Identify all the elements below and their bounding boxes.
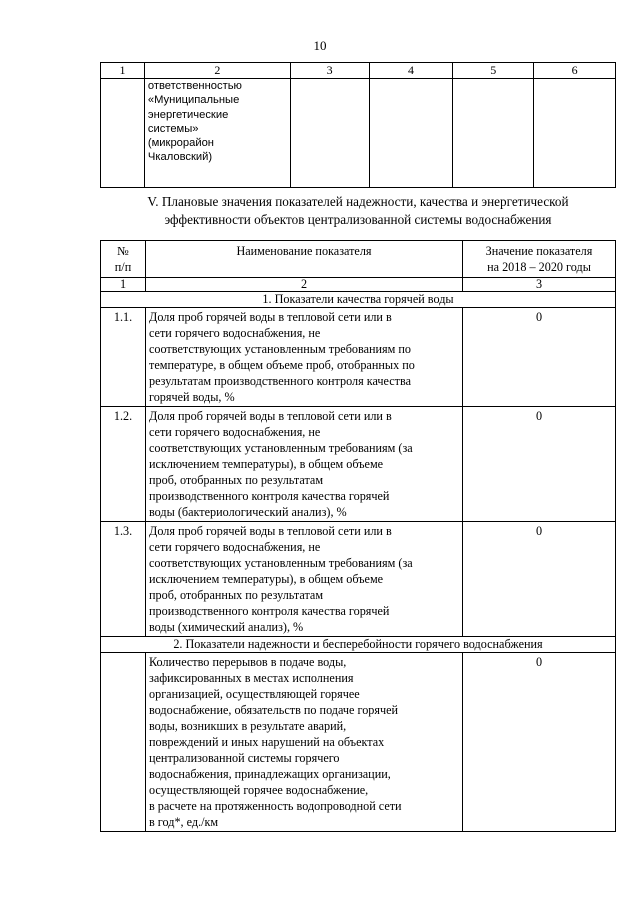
indicator-number: 1.2. — [101, 407, 146, 522]
indicators-table — [100, 240, 616, 832]
text-line: Доля проб горячей воды в тепловой сети или в — [149, 409, 392, 423]
indicator-value: 0 — [463, 407, 616, 522]
header-number-line-1: № — [117, 244, 129, 258]
text-line: результатам производственного контроля качества — [149, 374, 412, 388]
text-line: сети горячего водоснабжения, не — [149, 326, 321, 340]
header-indicator-name: Наименование показателя — [146, 241, 463, 278]
text-line: сети горячего водоснабжения, не — [149, 540, 321, 554]
text-line: производственного контроля качества горячей — [149, 489, 390, 503]
text-line: осуществляющей горячее водоснабжение, — [149, 783, 369, 797]
col-header-2: 2 — [144, 63, 290, 79]
text-line: исключением температуры), в общем объеме — [149, 572, 384, 586]
section-title — [100, 193, 616, 229]
column-number: 3 — [463, 278, 616, 292]
indicator-number: 1.1. — [101, 308, 146, 407]
text-line: воды (бактериологический анализ), % — [149, 505, 347, 519]
group-1-title: 1. Показатели качества горячей воды — [101, 292, 616, 308]
indicator-value: 0 — [463, 308, 616, 407]
column-number: 2 — [146, 278, 463, 292]
text-line: (микрорайон — [147, 137, 214, 150]
indicator-name — [146, 653, 463, 832]
text-line: «Муниципальные — [147, 94, 240, 107]
group-header-row — [101, 292, 616, 308]
cell-empty — [101, 79, 145, 188]
text-line: воды (химический анализ), % — [149, 620, 304, 634]
text-line: повреждений и иных нарушений на объектах — [149, 735, 385, 749]
section-title-line-1: V. Плановые значения показателей надежности, качества и энергетической — [147, 194, 569, 209]
indicators-table-header — [101, 241, 616, 278]
text-line: воды, возникших в результате аварий, — [149, 719, 347, 733]
indicator-value: 0 — [463, 653, 616, 832]
indicator-name — [146, 522, 463, 637]
text-line: Доля проб горячей воды в тепловой сети или в — [149, 310, 392, 324]
indicator-name — [146, 308, 463, 407]
text-line: проб, отобранных по результатам — [149, 588, 324, 602]
page-number: 10 — [313, 38, 327, 53]
col-header-5: 5 — [453, 63, 534, 79]
text-line: проб, отобранных по результатам — [149, 473, 324, 487]
col-header-4: 4 — [369, 63, 453, 79]
group-header-row — [101, 637, 616, 653]
text-line: энергетические — [147, 108, 229, 121]
text-line: в расчете на протяженность водопроводной сети — [149, 799, 402, 813]
col-header-1: 1 — [101, 63, 145, 79]
text-line: системы» — [147, 122, 199, 135]
cell-empty — [369, 79, 453, 188]
header-number — [101, 241, 146, 278]
group-2-title: 2. Показатели надежности и бесперебойности горячего водоснабжения — [101, 637, 616, 653]
header-value-line-1: Значение показателя — [485, 244, 593, 258]
text-line: Количество перерывов в подаче воды, — [149, 655, 347, 669]
continuation-table-header — [101, 63, 616, 79]
continuation-table-row — [101, 79, 616, 188]
text-line: в год*, ед./км — [149, 815, 219, 829]
column-number: 1 — [101, 278, 146, 292]
text-line: соответствующих установленным требованиям (за — [149, 441, 413, 455]
text-line: водоснабжение, обязательств по подаче горячей — [149, 703, 399, 717]
cell-empty — [290, 79, 369, 188]
text-line: организацией, осуществляющей горячее — [149, 687, 360, 701]
text-line: соответствующих установленным требованиям по — [149, 342, 412, 356]
text-line: производственного контроля качества горячей — [149, 604, 390, 618]
text-line: сети горячего водоснабжения, не — [149, 425, 321, 439]
organization-name-cell — [144, 79, 290, 188]
header-value-line-2: на 2018 – 2020 годы — [487, 260, 591, 274]
indicator-number — [101, 653, 146, 832]
text-line: температуре, в общем объеме проб, отобранных по — [149, 358, 415, 372]
indicator-row — [101, 308, 616, 407]
col-header-6: 6 — [534, 63, 616, 79]
indicator-value: 0 — [463, 522, 616, 637]
text-line: ответственностью — [147, 80, 242, 92]
column-numbers-row — [101, 278, 616, 292]
text-line: Доля проб горячей воды в тепловой сети или в — [149, 524, 392, 538]
text-line: исключением температуры), в общем объеме — [149, 457, 384, 471]
indicator-row — [101, 407, 616, 522]
text-line: централизованной системы горячего — [149, 751, 340, 765]
indicator-row — [101, 522, 616, 637]
text-line: горячей воды, % — [149, 390, 235, 404]
section-title-line-2: эффективности объектов централизованной системы водоснабжения — [164, 212, 552, 227]
col-header-3: 3 — [290, 63, 369, 79]
text-line: зафиксированных в местах исполнения — [149, 671, 354, 685]
text-line: соответствующих установленным требованиям (за — [149, 556, 413, 570]
text-line: водоснабжения, принадлежащих организации, — [149, 767, 391, 781]
cell-empty — [453, 79, 534, 188]
cell-empty — [534, 79, 616, 188]
header-number-line-2: п/п — [114, 260, 132, 274]
indicator-name — [146, 407, 463, 522]
indicator-row — [101, 653, 616, 832]
text-line: Чкаловский) — [147, 151, 213, 164]
continuation-table — [100, 62, 616, 188]
indicator-number: 1.3. — [101, 522, 146, 637]
header-value — [463, 241, 616, 278]
